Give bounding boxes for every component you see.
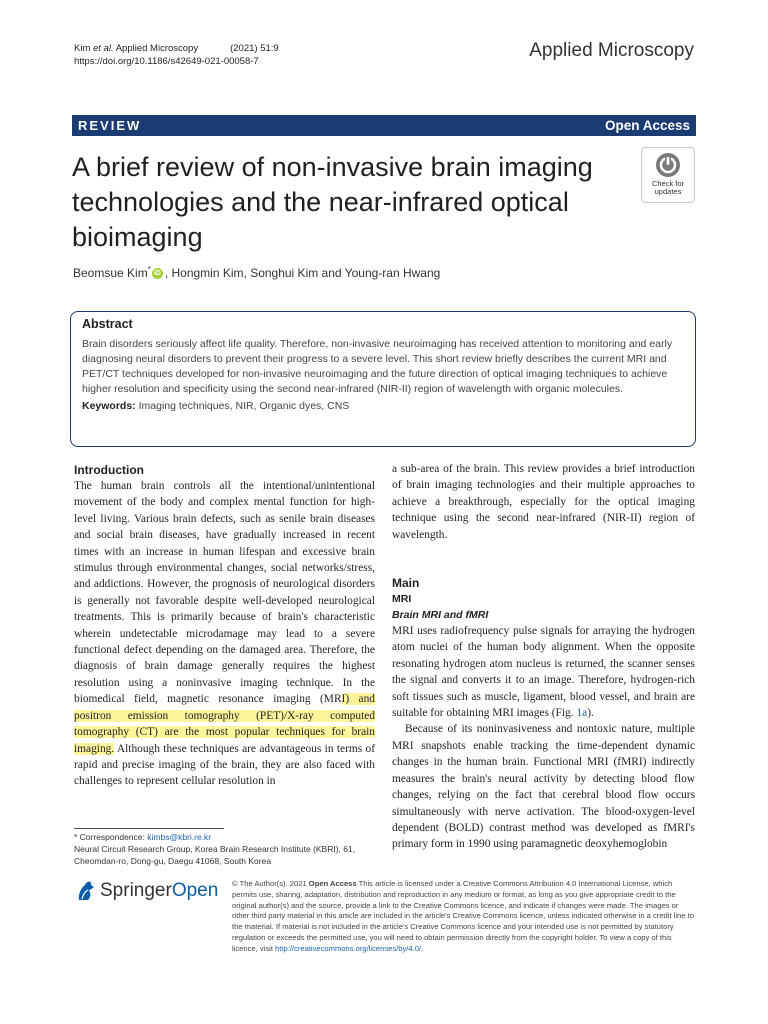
corresponding-mark: * — [147, 264, 151, 274]
mri-subheading: MRI — [392, 593, 412, 606]
article-title: A brief review of non-invasive brain imaging technologies and the near-infrared optical bioimaging — [72, 152, 593, 252]
abstract-body: Brain disorders seriously affect life quality. Therefore, non-invasive neuroimaging has received attention to monitoring and early diagnosing neural disorders to prevent their progress to a severe level. This short review briefly describes the current MRI and PET/CT techniques developed for non-invasive neuroimaging and the future direction of optical imaging techniques to achieve higher resolution and specificity using the second near-infrared (NIR-II) region of wavelength with organic molecules. — [82, 338, 673, 395]
citation-etal: et al. — [93, 43, 114, 54]
main-heading: Main — [392, 576, 420, 591]
license-end: . — [421, 943, 424, 953]
abstract-heading: Abstract — [82, 317, 133, 331]
author-rest: , Hongmin Kim, Songhui Kim and Young-ran Hwang — [164, 266, 441, 280]
correspondence-email[interactable]: kimbs@kbri.re.kr — [147, 832, 212, 842]
footnote-rule — [74, 828, 224, 829]
open-access-label: Open Access — [604, 118, 690, 133]
intro-heading: Introduction — [74, 463, 144, 477]
citation — [74, 42, 198, 55]
mri-p1-text: MRI uses radiofrequency pulse signals for arraying the hydrogen atom nuclei of the human body alignment. When the opposite resonating hydrogen atom nucleus is returned, the scanner senses the signal and converts it to an image. Therefore, hydrogen-rich soft tissues such as muscle, ligament, blood vessel, and brain are suitable for obtaining MRI images (Fig. — [392, 625, 695, 720]
check-updates-line2: updates — [654, 187, 682, 196]
affiliation: Neural Circuit Research Group, Korea Brain Research Institute (KBRI), 61, Cheomdan-ro, Dong-gu, Daegu 41068, South Korea — [74, 844, 356, 866]
intro-continued: a sub-area of the brain. This review provides a brief introduction of brain imaging technologies and their multiple approaches to achieve a breakthrough, especially for the optical imaging technique using the second near-infrared (NIR-II) region of wavelength. — [392, 463, 695, 541]
article-type: REVIEW — [78, 118, 142, 133]
running-header — [74, 42, 279, 68]
intro-text-b: Although these techniques are advantageous in terms of rapid and precise imaging of the brain, they are also faced with challenges to represent cellular resolution in — [74, 742, 375, 788]
left-column — [74, 463, 375, 790]
keywords — [82, 399, 684, 414]
brain-mri-subsubheading: Brain MRI and fMRI — [392, 609, 489, 622]
keywords-list: Imaging techniques, NIR, Organic dyes, CNS — [135, 400, 350, 412]
intro-paragraph — [74, 478, 375, 790]
license-prefix: © The Author(s). 2021 — [232, 879, 309, 888]
citation-volume: (2021) 51:9 — [230, 43, 279, 54]
figure-1a-link[interactable]: 1a — [576, 707, 588, 720]
license-url[interactable]: http://creativecommons.org/licenses/by/4.0/ — [275, 943, 422, 953]
springer-horse-icon — [76, 879, 96, 903]
orcid-icon[interactable]: iD — [153, 269, 161, 277]
author-list — [73, 266, 440, 280]
journal-name: Applied Microscopy — [529, 40, 694, 61]
springer-text — [100, 880, 218, 902]
license-oa: Open Access — [308, 879, 357, 888]
check-updates-text — [641, 180, 695, 196]
footnote — [74, 831, 379, 867]
license-text — [232, 879, 694, 955]
doi-link[interactable]: https://doi.org/10.1186/s42649-021-00058-7 — [74, 56, 259, 67]
abstract-box — [70, 311, 696, 447]
check-for-updates-badge[interactable] — [641, 147, 695, 203]
citation-journal: Applied Microscopy — [113, 43, 199, 54]
right-column — [392, 461, 695, 853]
springer-open-logo — [76, 879, 218, 903]
correspondence-label: * Correspondence: — [74, 832, 148, 842]
citation-author: Kim — [74, 43, 93, 54]
intro-text-a: The human brain controls all the intentional/unintentional movement of the body and complex mental function for high-level living. Various brain defects, such as senile brain diseases and social brain diseases, have gradually increased in recent times with an increase in human lifespan and excessive brain stimulus through environmental changes, social networks/stress, and addictions. However, the prognosis of neurological disorders is generally not favorable despite well-developed neurological treatments. This is primarily because of brain's characteristic wherein undetectable microdamage may lead to a severe functional defect depending on the damaged area. Therefore, the diagnosis of brain damage generally requires the highest resolution using a noninvasive imaging technique. In the biomedical field, magnetic resonance imaging (MR — [74, 480, 375, 706]
mri-paragraph-1 — [392, 623, 695, 721]
intro-highlight: I) and positron emission tomography (PET)/X-ray computed tomography (CT) are the most popular techniques for brain imaging. — [74, 693, 375, 755]
author-first: Beomsue Kim — [73, 266, 148, 280]
mri-p1-end: ). — [587, 707, 594, 720]
check-updates-line1: Check for — [651, 179, 685, 188]
open-name: Open — [171, 880, 219, 901]
article-type-banner — [72, 115, 696, 136]
mri-paragraph-2: Because of its noninvasiveness and nontoxic nature, multiple MRI snapshots enable tracking the time-dependent dynamic changes in the human brain. Functional MRI (fMRI) indirectly measures the brain's neural activity by detecting blood flow changes, relying on the fact that cerebral blood flow occurs simultaneously with nerve activation. The blood-oxygen-level dependent (BOLD) contrast method was developed as fMRI's primary form in 1990 using paramagnetic deoxyhemoglobin — [392, 723, 695, 851]
springer-name: Springer — [100, 880, 172, 901]
keywords-label: Keywords: — [82, 400, 136, 412]
license-body: This article is licensed under a Creative Commons Attribution 4.0 International License, which permits use, sharing, adaptation, distribution and reproduction in any medium or format, as long as you give appropriate credit to the original author(s) and the source, provide a link to the Creative Commons licence, and indicate if changes were made. The images or other third party material in this article are included in the article's Creative Commons licence, unless indicated otherwise in a credit line to the material. If material is not included in the article's Creative Commons licence and your intended use is not permitted by statutory regulation or exceeds the permitted use, you will need to obtain permission directly from the copyright holder. To view a copy of this licence, visit — [232, 879, 694, 953]
